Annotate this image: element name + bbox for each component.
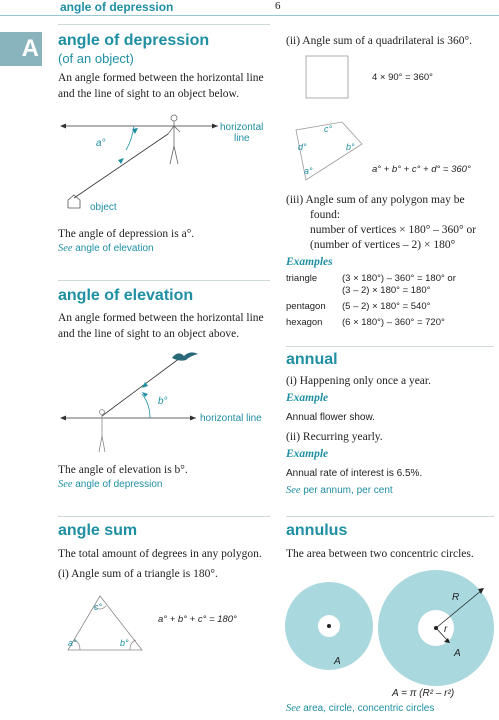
section-rule (58, 516, 270, 517)
angle-arc (142, 394, 150, 418)
fig-object-label: object (90, 202, 117, 213)
person-icon (168, 115, 180, 164)
angle-sum-item-iii-3: number of vertices × 180° – 360° or (310, 224, 477, 236)
house-icon (68, 195, 80, 208)
fig-horizontal-label-2: line (234, 133, 250, 144)
elevation-definition-line-2: and the line of sight to an object above. (58, 328, 240, 340)
annual-see-also (286, 485, 393, 496)
angle-sum-definition: The total amount of degrees in any polygon. (58, 548, 262, 560)
elevation-see-also (58, 479, 163, 490)
fig-horizontal-label: horizontal line (200, 413, 262, 424)
annulus-diagram (284, 566, 496, 700)
annulus-label-R: R (452, 592, 460, 603)
angle-sum-item-iii-1: (iii) Angle sum of any polygon may be (286, 194, 465, 206)
example-row-calc: (5 – 2) × 180° = 540° (342, 301, 431, 312)
angle-sum-item-i: (i) Angle sum of a triangle is 180°. (58, 568, 218, 580)
angle-sum-heading: angle sum (58, 522, 138, 539)
annulus-definition: The area between two concentric circles. (286, 548, 474, 560)
annual-def-ii: (ii) Recurring yearly. (286, 431, 383, 443)
tri-label-c: c° (94, 602, 103, 612)
see-link-per-annum[interactable]: per annum, per cent (303, 485, 393, 496)
person-icon (99, 410, 105, 453)
annual-example-2: Annual rate of interest is 6.5%. (286, 468, 423, 479)
triangle-shape (68, 596, 142, 650)
angle-sum-item-iii-4: (number of vertices – 2) × 180° (310, 239, 456, 251)
arrow-right-icon (190, 416, 196, 421)
fig-horizontal-label-1: horizontal (220, 122, 264, 133)
example-row-calc: (6 × 180°) – 360° = 720° (342, 317, 445, 328)
example-row-calc: (3 × 180°) – 360° = 180° or (342, 273, 456, 284)
fig-angle-a: a° (96, 138, 106, 149)
angle-sum-item-iii-2: found: (310, 209, 341, 221)
quad-formula: a° + b° + c° + d° = 360° (372, 164, 471, 175)
section-rule (58, 24, 270, 25)
see-link-area[interactable]: area, circle, concentric circles (303, 703, 435, 714)
depression-definition-line-1: An angle formed between the horizontal line (58, 72, 264, 84)
annulus-label-a-right: A (454, 648, 461, 659)
page-number: 6 (275, 0, 281, 12)
annual-example-1: Annual flower show. (286, 412, 375, 423)
angle-sum-item-ii: (ii) Angle sum of a quadrilateral is 360°. (286, 35, 472, 47)
annulus-heading: annulus (286, 522, 348, 539)
quadrilateral-diagrams (286, 52, 496, 182)
arrow-left-icon (60, 124, 66, 129)
elevation-diagram (58, 346, 273, 456)
angle-arrow-icon (142, 392, 148, 397)
elevation-heading: angle of elevation (58, 287, 194, 304)
section-rule (286, 346, 494, 347)
line-of-sight (74, 134, 168, 198)
annual-heading: annual (286, 351, 338, 368)
square-formula: 4 × 90° = 360° (372, 72, 433, 83)
depression-definition-line-2: and the line of sight to an object below. (58, 88, 239, 100)
examples-label: Examples (286, 256, 333, 268)
annual-example-label-1: Example (286, 392, 329, 404)
see-label: See (58, 243, 73, 254)
small-center-dot (327, 624, 331, 628)
depression-subheading: (of an object) (58, 51, 134, 66)
see-link-depression[interactable]: angle of depression (75, 479, 163, 490)
square-shape (306, 56, 348, 98)
annulus-label-r: r (444, 624, 448, 635)
example-row-calc: (3 – 2) × 180° = 180° (342, 285, 431, 296)
depression-note: The angle of depression is a°. (58, 228, 195, 240)
example-row-name: hexagon (286, 317, 323, 328)
fig-angle-b: b° (158, 396, 168, 407)
depression-heading: angle of depression (58, 32, 210, 49)
sight-arrow-icon (118, 158, 124, 164)
alphabet-tab: A (0, 32, 42, 66)
annulus-formula: A = π (R² – r²) (392, 688, 455, 699)
running-header-title: angle of depression (60, 0, 174, 14)
section-rule (58, 280, 270, 281)
arrow-left-icon (60, 416, 66, 421)
line-of-sight (102, 358, 180, 416)
annual-def-i: (i) Happening only once a year. (286, 375, 431, 387)
quad-label-a: a° (304, 166, 313, 176)
tri-label-a: a° (68, 638, 77, 648)
example-row-name: triangle (286, 273, 318, 284)
see-label: See (58, 479, 73, 490)
tri-label-b: b° (120, 638, 129, 648)
tri-formula: a° + b° + c° = 180° (158, 614, 237, 625)
elevation-note: The angle of elevation is b°. (58, 464, 188, 476)
arrow-right-icon (212, 124, 218, 129)
quad-label-d: d° (298, 142, 307, 152)
section-rule (286, 516, 494, 517)
annulus-see-also (286, 703, 434, 714)
quad-label-b: b° (346, 142, 355, 152)
see-label: See (286, 703, 301, 714)
depression-see-also (58, 243, 154, 254)
annual-example-label-2: Example (286, 448, 329, 460)
example-row-name: pentagon (286, 301, 326, 312)
elevation-definition-line-1: An angle formed between the horizontal line (58, 312, 264, 324)
annulus-label-a-left: A (334, 656, 341, 667)
bird-icon (172, 352, 198, 360)
quad-label-c: c° (324, 124, 333, 134)
header-rule (0, 15, 499, 16)
see-label: See (286, 485, 301, 496)
depression-diagram (58, 112, 273, 217)
see-link-elevation[interactable]: angle of elevation (75, 243, 154, 254)
triangle-diagram (58, 592, 273, 657)
